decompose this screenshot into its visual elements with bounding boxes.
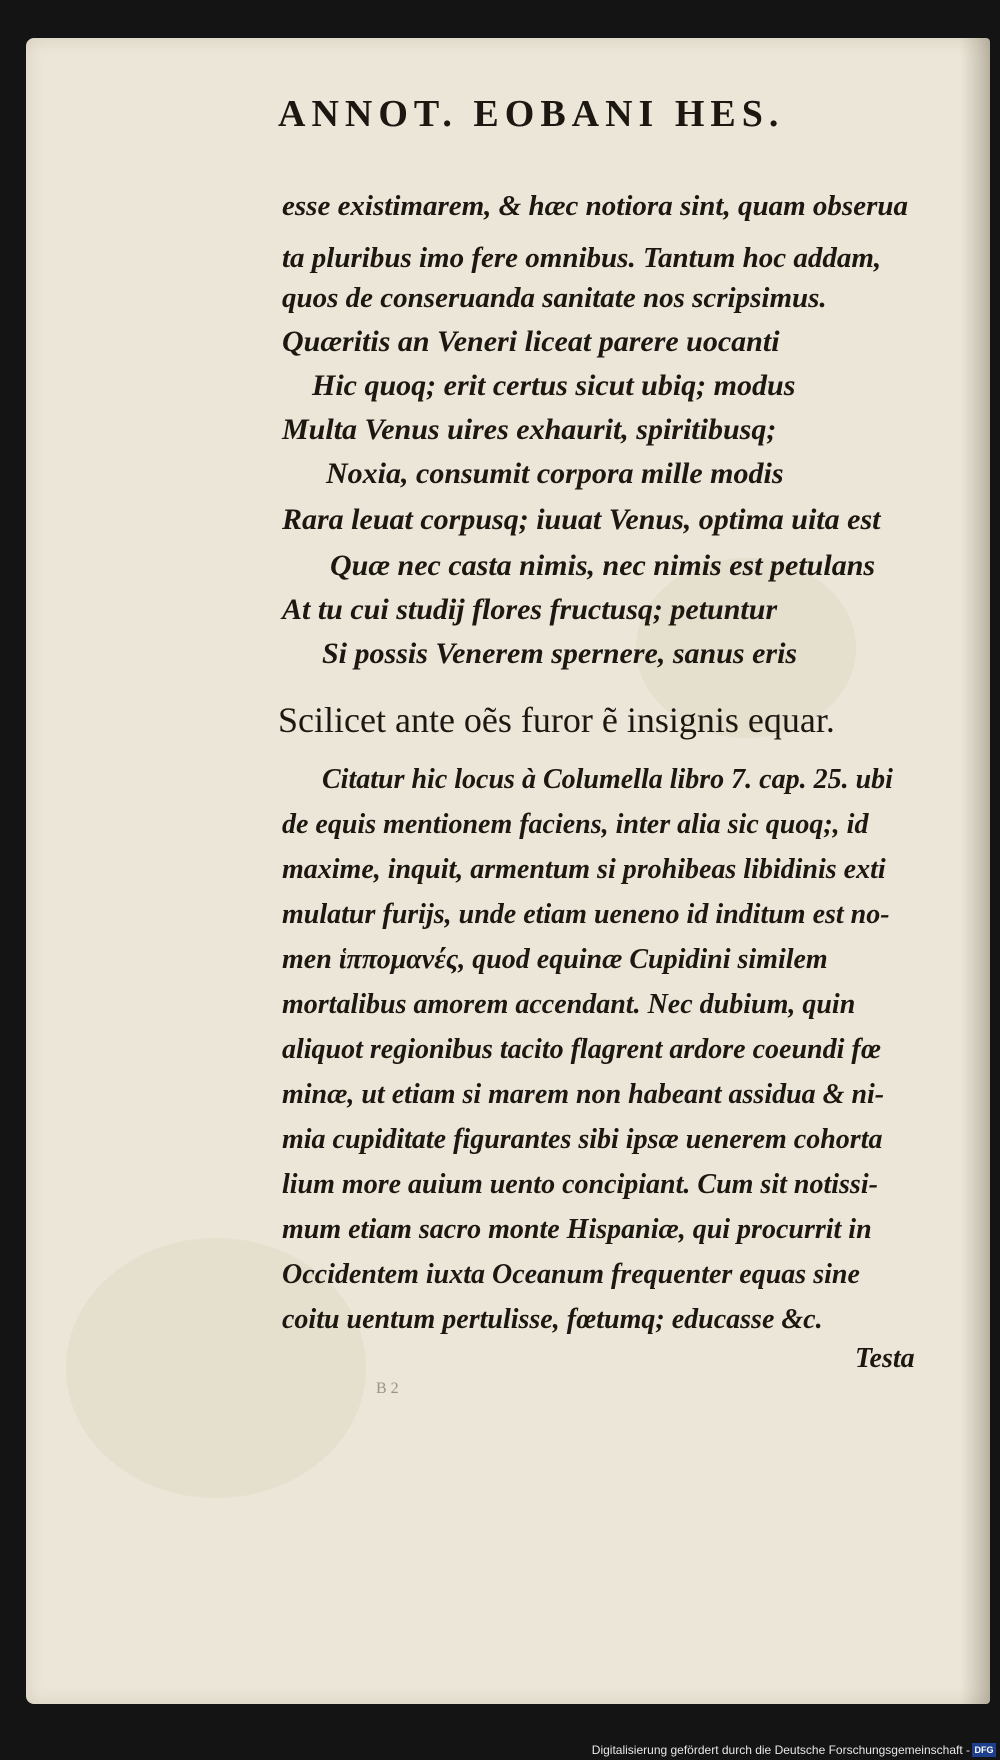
text-line: esse existimarem, & hæc notiora sint, quam obserua — [282, 190, 908, 222]
text-line: quos de conseruanda sanitate nos scripsimus. — [282, 282, 827, 314]
text-line: Si possis Venerem spernere, sanus eris — [322, 637, 798, 670]
footer-bar — [0, 1738, 1000, 1760]
commentary-line: coitu uentum pertulisse, fœtumq; educasse &c. — [282, 1304, 823, 1335]
text-line: Quæritis an Veneri liceat parere uocanti — [282, 325, 780, 358]
text-line: ta pluribus imo fere omnibus. Tantum hoc addam, — [282, 242, 882, 274]
text-line: Rara leuat corpusq; iuuat Venus, optima uita est — [282, 503, 881, 536]
commentary-line: mia cupiditate figurantes sibi ipsæ uenerem cohorta — [282, 1124, 883, 1155]
signature-mark: B 2 — [376, 1380, 399, 1397]
text-line: At tu cui studij flores fructusq; petuntur — [282, 593, 778, 626]
text-line: Quæ nec casta nimis, nec nimis est petulans — [330, 549, 876, 582]
commentary-line: de equis mentionem faciens, inter alia sic quoq;, id — [282, 809, 869, 840]
commentary-line: Citatur hic locus à Columella libro 7. cap. 25. ubi — [322, 764, 893, 795]
text-line: Hic quoq; erit certus sicut ubiq; modus — [312, 369, 796, 402]
commentary-line: men ἱππομανές, quod equinæ Cupidini similem — [282, 944, 828, 975]
text-line: Noxia, consumit corpora mille modis — [326, 457, 784, 490]
page-edge-shadow — [960, 38, 990, 1704]
commentary-line: maxime, inquit, armentum si prohibeas libidinis exti — [282, 854, 886, 885]
running-header: ANNOT. EOBANI HES. — [278, 93, 785, 135]
commentary-line: mum etiam sacro monte Hispaniæ, qui procurrit in — [282, 1214, 872, 1245]
footer-credit: Digitalisierung gefördert durch die Deutsche Forschungsgemeinschaft - — [591, 1743, 970, 1757]
catchword: Testa — [855, 1343, 915, 1374]
commentary-line: Occidentem iuxta Oceanum frequenter equas sine — [282, 1259, 860, 1290]
commentary-line: aliquot regionibus tacito flagrent ardore coeundi fœ — [282, 1034, 881, 1065]
commentary-line: lium more auium uento concipiant. Cum sit notissi- — [282, 1169, 878, 1200]
commentary-line: minæ, ut etiam si marem non habeant assidua & ni- — [282, 1079, 885, 1110]
dfg-logo: DFG — [972, 1743, 996, 1757]
text-line: Multa Venus uires exhaurit, spiritibusq; — [282, 413, 777, 446]
commentary-line: mortalibus amorem accendant. Nec dubium, quin — [282, 989, 856, 1020]
commentary-line: mulatur furijs, unde etiam ueneno id inditum est no- — [282, 899, 890, 930]
lemma-line: Scilicet ante oẽs furor ẽ insignis equar. — [278, 700, 835, 740]
